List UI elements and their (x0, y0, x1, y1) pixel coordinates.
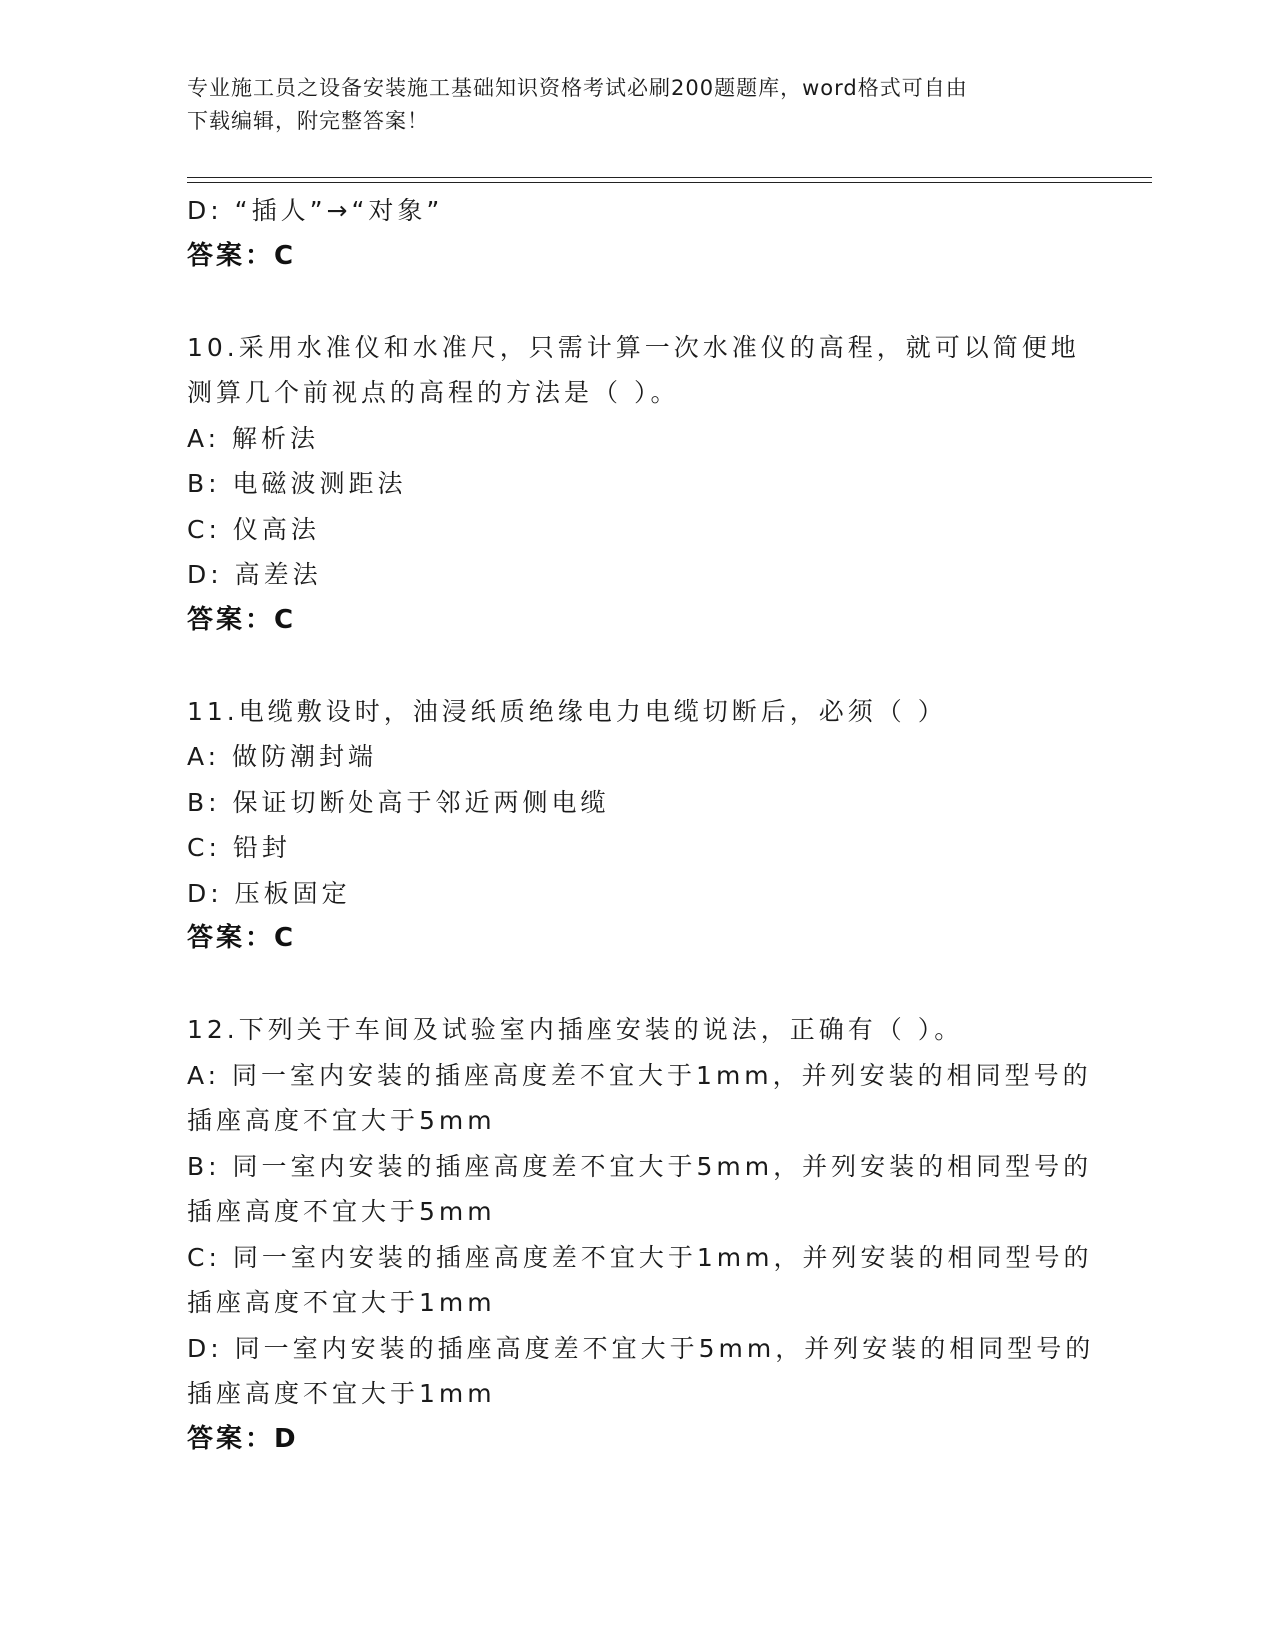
spacer (187, 643, 1087, 689)
option-d: D: 压板固定 (187, 878, 351, 908)
answer: 答案：C (187, 923, 297, 953)
prev-answer: 答案：C (187, 240, 297, 271)
answer: 答案：C (187, 604, 297, 635)
option-c: C: 仪高法 (187, 514, 320, 544)
question-10 (187, 325, 1087, 644)
option-d-continued: 插座高度不宜大于1mm (187, 1379, 496, 1408)
header-rule-top (187, 177, 1152, 178)
question-stem: 12.下列关于车间及试验室内插座安装的说法，正确有（ ）。 (187, 1015, 964, 1044)
option-a: A: 做防潮封端 (187, 742, 378, 771)
header-line-1: 专业施工员之设备安装施工基础知识资格考试必刷200题题库，word格式可自由 (187, 76, 968, 100)
question-stem: 11.电缆敷设时，油浸纸质绝缘电力电缆切断后，必须（ ） (187, 696, 947, 726)
option-c: C: 铅封 (187, 833, 291, 862)
option-b-continued: 插座高度不宜大于5mm (187, 1197, 496, 1226)
option-d: D: 高差法 (187, 560, 322, 589)
prev-option-d: D: “插人”→“对象” (187, 196, 444, 225)
question-list (187, 188, 1095, 1462)
header-line-2: 下载编辑，附完整答案！ (187, 109, 429, 133)
option-b: B: 同一室内安装的插座高度差不宜大于5mm，并列安装的相同型号的 (187, 1151, 1093, 1181)
question-stem: 10.采用水准仪和水准尺，只需计算一次水准仪的高程，就可以简便地 (187, 332, 1080, 362)
document-header (187, 72, 1067, 138)
option-a: A: 同一室内安装的插座高度差不宜大于1mm，并列安装的相同型号的 (187, 1060, 1092, 1090)
spacer (187, 279, 1087, 325)
header-rule-bottom (187, 182, 1152, 183)
option-c-continued: 插座高度不宜大于1mm (187, 1288, 496, 1317)
option-c: C: 同一室内安装的插座高度差不宜大于1mm，并列安装的相同型号的 (187, 1242, 1093, 1272)
option-b: B: 保证切断处高于邻近两侧电缆 (187, 787, 610, 817)
option-d: D: 同一室内安装的插座高度差不宜大于5mm，并列安装的相同型号的 (187, 1333, 1095, 1363)
question-stem: 测算几个前视点的高程的方法是（ ）。 (187, 378, 680, 407)
question-11 (187, 689, 1087, 962)
spacer (187, 962, 1087, 1008)
option-b: B: 电磁波测距法 (187, 469, 407, 498)
answer: 答案：D (187, 1423, 299, 1454)
option-a: A: 解析法 (187, 423, 320, 453)
question-12 (187, 1007, 1095, 1462)
option-a-continued: 插座高度不宜大于5mm (187, 1106, 496, 1135)
